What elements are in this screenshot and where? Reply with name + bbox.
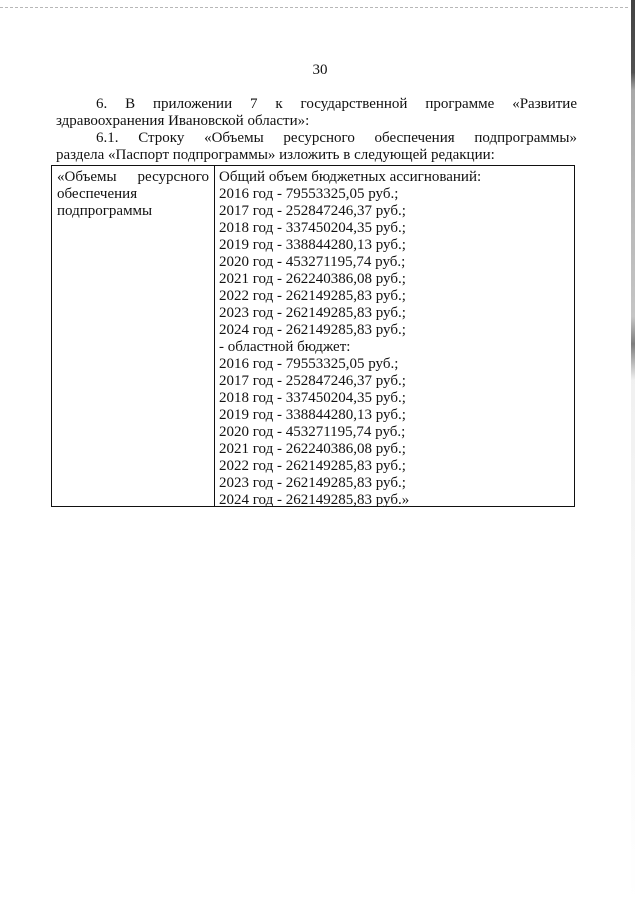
table-right-cell (219, 169, 569, 509)
paragraph-6-1-line-2: раздела «Паспорт подпрограммы» изложить в следующей редакции: (56, 147, 495, 163)
total-row: 2020 год - 453271195,74 руб.; (219, 254, 406, 270)
paragraph-6 (56, 96, 577, 130)
regional-row: 2018 год - 337450204,35 руб.; (219, 390, 406, 406)
total-row: 2017 год - 252847246,37 руб.; (219, 203, 406, 219)
total-row: 2018 год - 337450204,35 руб.; (219, 220, 406, 236)
total-heading: Общий объем бюджетных ассигнований: (219, 169, 482, 185)
total-row: 2021 год - 262240386,08 руб.; (219, 271, 406, 287)
scan-artifact-right-edge (631, 0, 635, 905)
total-row: 2024 год - 262149285,83 руб.; (219, 322, 406, 338)
page-number: 30 (312, 62, 328, 78)
paragraph-6-1 (56, 130, 577, 164)
regional-row: 2020 год - 453271195,74 руб.; (219, 424, 406, 440)
left-cell-line-3: подпрограммы (57, 203, 153, 219)
regional-row: 2024 год - 262149285,83 руб.» (219, 492, 410, 508)
table-left-cell (57, 169, 209, 220)
paragraph-6-line-2: здравоохранения Ивановской области»: (56, 113, 310, 129)
left-cell-line-2: обеспечения (57, 186, 138, 202)
total-row: 2016 год - 79553325,05 руб.; (219, 186, 399, 202)
resource-table (51, 165, 575, 507)
regional-row: 2017 год - 252847246,37 руб.; (219, 373, 406, 389)
paragraph-6-line-1: 6. В приложении 7 к государственной программе «Развитие (96, 96, 577, 112)
total-row: 2019 год - 338844280,13 руб.; (219, 237, 406, 253)
total-row: 2023 год - 262149285,83 руб.; (219, 305, 406, 321)
total-row: 2022 год - 262149285,83 руб.; (219, 288, 406, 304)
scan-artifact-top-line (0, 7, 628, 8)
left-cell-line-1: «Объемы ресурсного (57, 169, 209, 185)
table-column-divider (214, 166, 215, 506)
regional-row: 2022 год - 262149285,83 руб.; (219, 458, 406, 474)
regional-row: 2016 год - 79553325,05 руб.; (219, 356, 399, 372)
regional-heading: - областной бюджет: (219, 339, 351, 355)
regional-row: 2019 год - 338844280,13 руб.; (219, 407, 406, 423)
regional-row: 2021 год - 262240386,08 руб.; (219, 441, 406, 457)
paragraph-6-1-line-1: 6.1. Строку «Объемы ресурсного обеспечения подпрограммы» (96, 130, 577, 146)
regional-row: 2023 год - 262149285,83 руб.; (219, 475, 406, 491)
